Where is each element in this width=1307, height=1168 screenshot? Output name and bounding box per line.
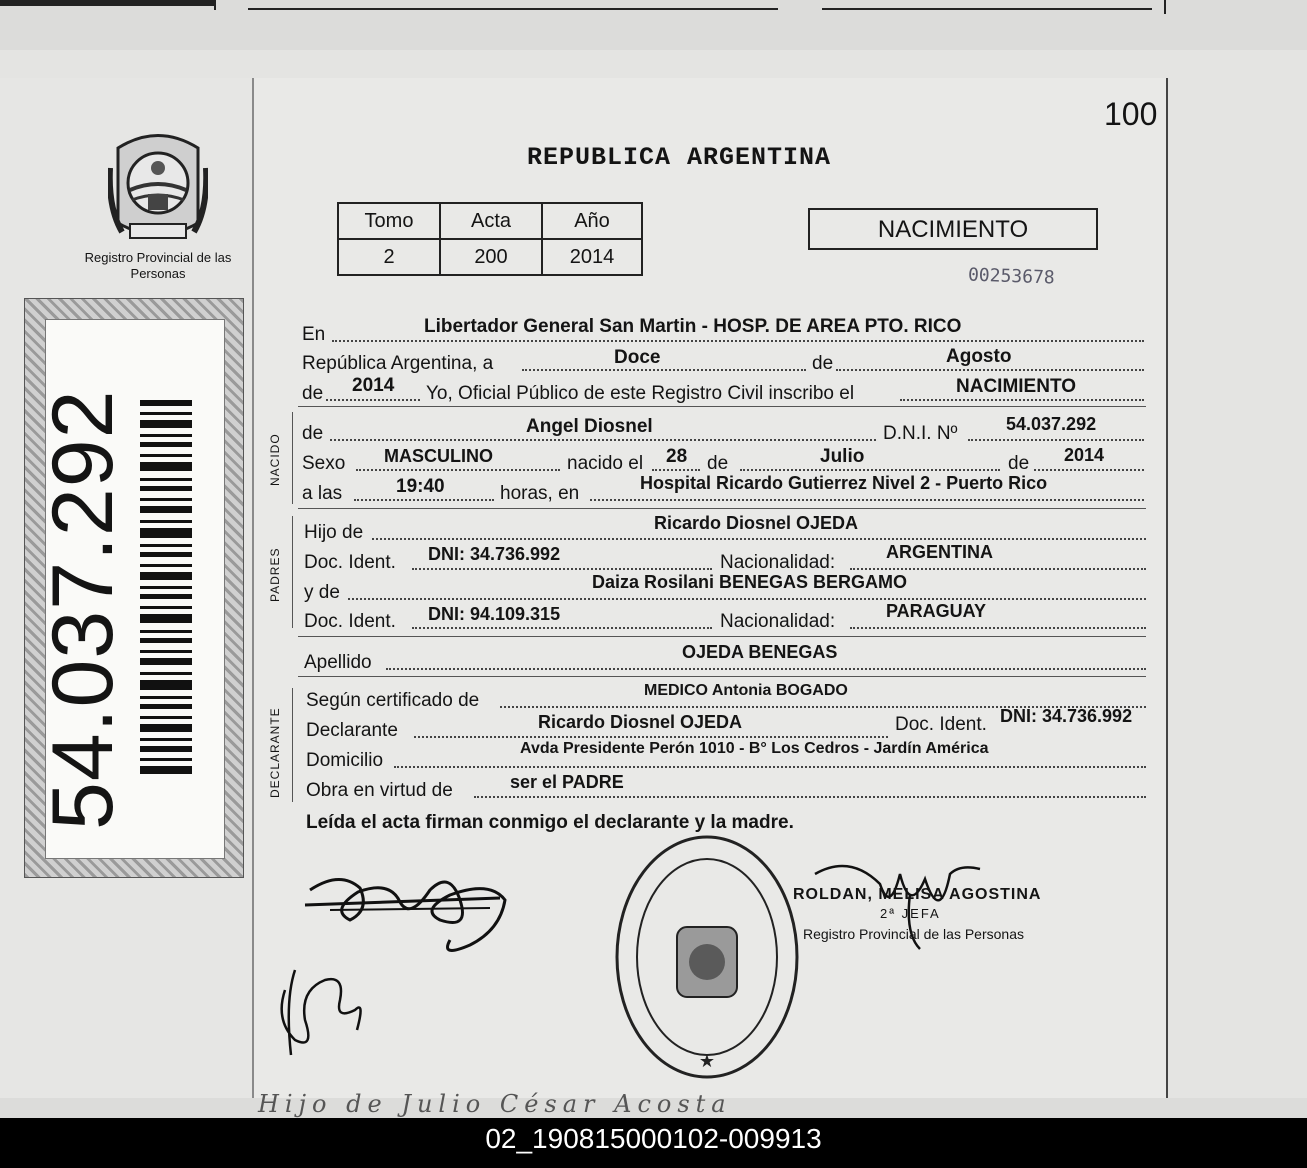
record-type-box: NACIMIENTO [808, 208, 1098, 250]
label-horas: horas, en [500, 483, 580, 504]
field-inscribe: NACIMIENTO [956, 376, 1076, 397]
tomo-header: Tomo [338, 203, 440, 239]
side-label-padres: PADRES [268, 547, 282, 602]
label-nac-father: Nacionalidad: [720, 552, 836, 573]
field-birth-year: 2014 [1064, 445, 1105, 465]
label-obra: Obra en virtud de [306, 780, 453, 801]
field-birth-time: 19:40 [396, 476, 445, 497]
field-place: Libertador General San Martin - HOSP. DE AREA PTO. RICO [424, 316, 962, 337]
filename-caption: 02_190815000102-009913 [0, 1118, 1307, 1168]
next-sheet-edge [0, 1090, 1307, 1118]
dni-vertical-number: 54.037.292 [35, 389, 131, 830]
label-de-name: de [302, 423, 324, 444]
padres-bracket [292, 516, 299, 628]
label-nacido-el: nacido el [567, 453, 644, 474]
officer-role: 2ª JEFA [880, 906, 941, 921]
page-number: 100 [1104, 96, 1158, 132]
tomo-value: 2 [338, 239, 440, 275]
declarant-signature [300, 850, 520, 960]
field-certificate: MEDICO Antonia BOGADO [644, 682, 848, 699]
label-de-birth-month: de [707, 453, 729, 474]
acta-value: 200 [440, 239, 542, 275]
side-label-nacido: NACIDO [268, 433, 282, 486]
field-father-nationality: ARGENTINA [886, 542, 993, 562]
label-de-birth-year: de [1008, 453, 1030, 474]
label-sexo: Sexo [302, 453, 346, 474]
field-day: Doce [614, 347, 661, 368]
previous-sheet-edge [0, 0, 1307, 50]
field-mother-doc: DNI: 94.109.315 [428, 604, 561, 624]
nacido-bracket [292, 412, 299, 504]
label-a-las: a las [302, 483, 343, 504]
field-capacity: ser el PADRE [510, 772, 624, 792]
anio-value: 2014 [542, 239, 642, 275]
closing-statement: Leída el acta firman conmigo el declarante y la madre. [306, 812, 794, 833]
side-label-declarante: DECLARANTE [268, 707, 282, 798]
barcode-icon [140, 400, 192, 780]
label-doc-mother: Doc. Ident. [304, 611, 396, 632]
field-birth-month: Julio [820, 446, 865, 467]
official-seal [612, 832, 802, 1082]
field-mother-nationality: PARAGUAY [886, 601, 987, 621]
label-declarante: Declarante [306, 720, 398, 741]
label-apellido: Apellido [304, 652, 372, 673]
country-title: REPUBLICA ARGENTINA [527, 143, 832, 172]
label-inscribe: Yo, Oficial Público de este Registro Civil inscribo el [426, 383, 855, 404]
field-birth-day: 28 [666, 446, 688, 467]
mother-signature [265, 960, 375, 1060]
field-surname: OJEDA BENEGAS [682, 642, 838, 662]
label-doc-declarant: Doc. Ident. [895, 714, 987, 735]
label-en: En [302, 324, 326, 345]
field-child-name: Angel Diosnel [526, 416, 653, 437]
label-doc-father: Doc. Ident. [304, 552, 396, 573]
declarante-bracket [292, 688, 299, 802]
label-nac-mother: Nacionalidad: [720, 611, 836, 632]
label-de-month: de [812, 353, 834, 374]
province-emblem-icon [108, 128, 208, 248]
label-republica: República Argentina, a [302, 353, 494, 374]
label-domicilio: Domicilio [306, 750, 384, 771]
agency-name: Registro Provincial de las Personas [84, 250, 232, 281]
field-father-doc: DNI: 34.736.992 [428, 544, 561, 564]
field-declarant-doc: DNI: 34.736.992 [1000, 706, 1133, 726]
label-de-year: de [302, 383, 324, 404]
field-declarant: Ricardo Diosnel OJEDA [538, 712, 743, 732]
label-y-de: y de [304, 582, 340, 603]
field-dni: 54.037.292 [1006, 414, 1097, 434]
label-certificado: Según certificado de [306, 690, 480, 711]
field-year: 2014 [352, 375, 395, 396]
field-month: Agosto [946, 346, 1012, 367]
officer-agency: Registro Provincial de las Personas [803, 926, 1024, 942]
field-birth-place: Hospital Ricardo Gutierrez Nivel 2 - Puerto Rico [640, 473, 1048, 493]
field-sex: MASCULINO [384, 446, 493, 466]
label-dni: D.N.I. Nº [883, 423, 958, 444]
registry-table [337, 202, 643, 276]
field-father: Ricardo Diosnel OJEDA [654, 513, 859, 533]
anio-header: Año [542, 203, 642, 239]
svg-text:★: ★ [698, 1051, 716, 1071]
officer-name: ROLDAN, MELISA AGOSTINA [793, 886, 1042, 903]
acta-header: Acta [440, 203, 542, 239]
label-hijo-de: Hijo de [304, 522, 364, 543]
bottom-handwriting: Hijo de Julio César Acosta [258, 1090, 732, 1118]
field-mother: Daiza Rosilani BENEGAS BERGAMO [592, 572, 908, 592]
serial-stamp: 00253678 [967, 264, 1056, 289]
field-address: Avda Presidente Perón 1010 - B° Los Cedros - Jardín América [520, 740, 989, 757]
